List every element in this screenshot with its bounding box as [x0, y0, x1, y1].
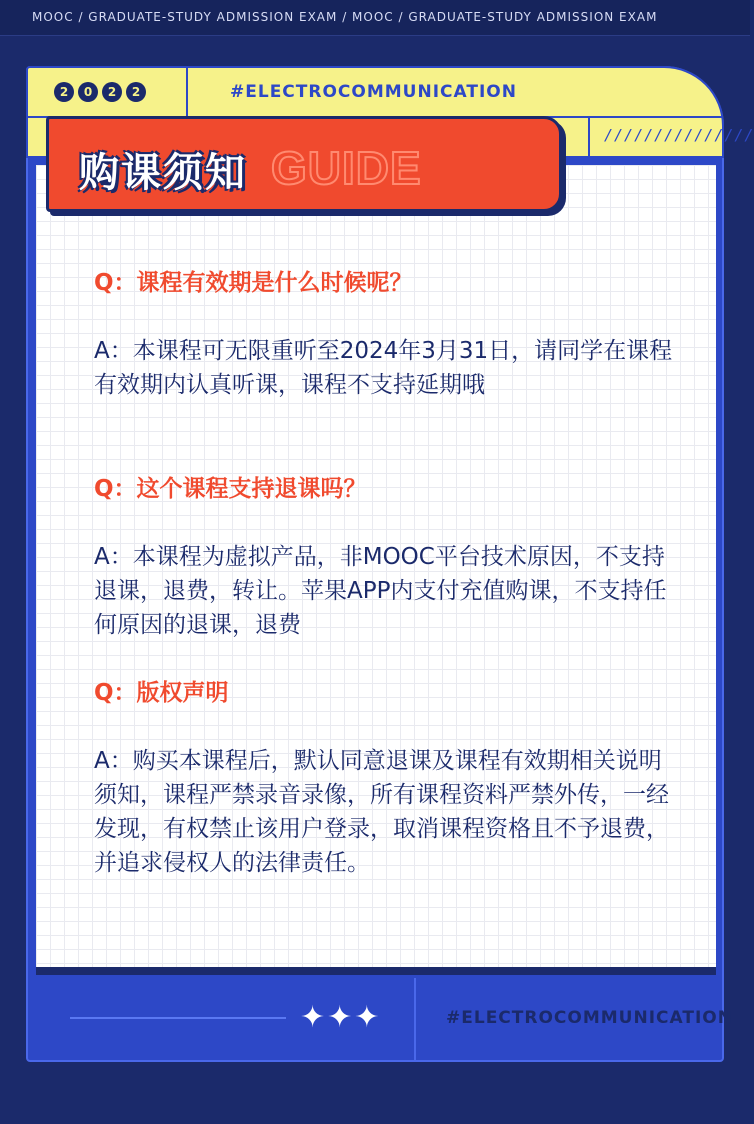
year-digit: 0	[78, 82, 98, 102]
header-divider-vertical	[186, 68, 188, 116]
question: Q：版权声明	[94, 680, 229, 706]
title-tab	[46, 116, 562, 212]
question: Q：课程有效期是什么时候呢？	[94, 270, 413, 296]
qa-item	[94, 266, 674, 402]
qa-item	[94, 472, 674, 642]
page-title: 购课须知	[79, 150, 247, 196]
footer-divider	[414, 978, 416, 1062]
title-ghost-text: GUIDE	[271, 142, 422, 194]
year-digit: 2	[54, 82, 74, 102]
footer-line	[70, 1017, 286, 1019]
question: Q：这个课程支持退课吗？	[94, 476, 367, 502]
answer: A：本课程可无限重听至2024年3月31日，请同学在课程有效期内认真听课，课程不支持延期哦	[94, 338, 673, 398]
answer: A：购买本课程后，默认同意退课及课程有效期相关说明须知，课程严禁录音录像，所有课程资料严禁外传，一经发现，有权禁止该用户登录，取消课程资格且不予退费，并追求侵权人的法律责任。	[94, 748, 669, 876]
year-digit: 2	[102, 82, 122, 102]
sparkle-icon: ✦✦✦	[300, 1000, 382, 1035]
qa-item	[94, 676, 674, 880]
top-ticker: MOOC / GRADUATE-STUDY ADMISSION EXAM / MOOC / GRADUATE-STUDY ADMISSION EXAM	[0, 0, 750, 36]
answer: A：本课程为虚拟产品，非MOOC平台技术原因，不支持退课，退费，转让。苹果APP内支付充值购课，不支持任何原因的退课，退费	[94, 544, 667, 638]
decorative-slashes: ///////////////	[604, 126, 754, 144]
header-hashtag: #ELECTROCOMMUNICATION	[230, 82, 517, 102]
year-digit: 2	[126, 82, 146, 102]
footer-hashtag: #ELECTROCOMMUNICATION	[446, 1008, 733, 1028]
year-badges	[54, 82, 146, 102]
header-divider-vertical	[588, 116, 590, 160]
